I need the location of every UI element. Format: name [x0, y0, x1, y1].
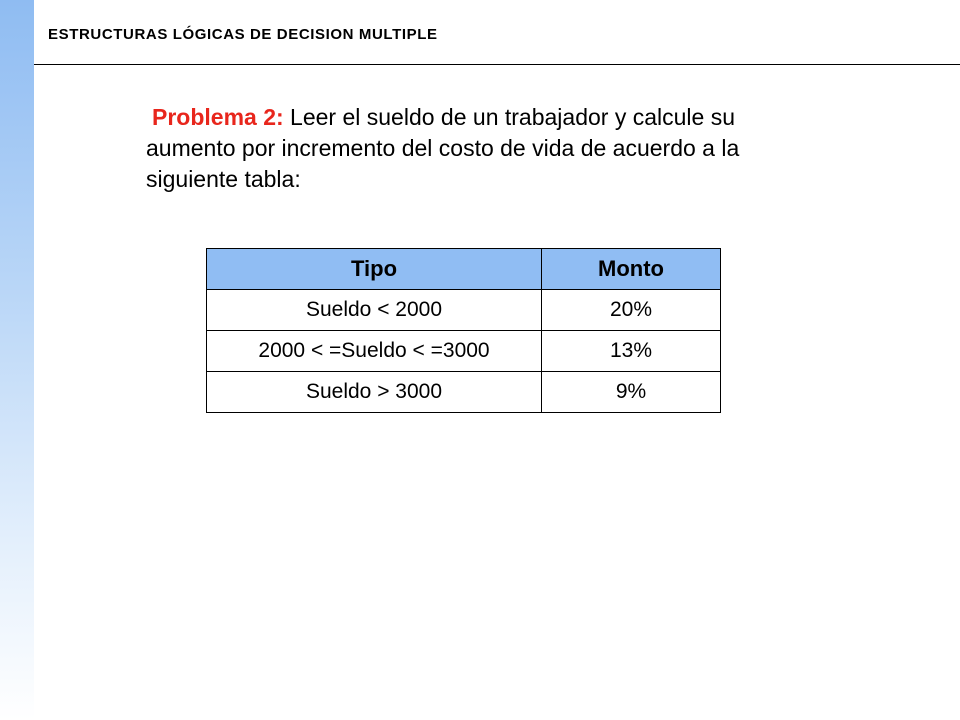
side-accent-bar — [0, 0, 34, 720]
problem-text: Leer el sueldo de un trabajador y calcule su aumento por incremento del costo de vida de acuerdo a la siguiente tabla: — [146, 104, 740, 192]
title-divider — [34, 64, 960, 65]
table-header-row — [207, 249, 721, 290]
header-tipo: Tipo — [207, 249, 542, 290]
problem-statement — [146, 102, 826, 195]
cell-monto: 13% — [542, 331, 721, 372]
table-row — [207, 331, 721, 372]
cell-tipo: 2000 < =Sueldo < =3000 — [207, 331, 542, 372]
rate-table — [206, 248, 721, 413]
cell-tipo: Sueldo > 3000 — [207, 372, 542, 413]
header-monto: Monto — [542, 249, 721, 290]
problem-label: Problema 2: — [152, 104, 284, 130]
table-row — [207, 372, 721, 413]
slide-title: ESTRUCTURAS LÓGICAS DE DECISION MULTIPLE — [48, 26, 438, 43]
cell-monto: 20% — [542, 290, 721, 331]
cell-tipo: Sueldo < 2000 — [207, 290, 542, 331]
cell-monto: 9% — [542, 372, 721, 413]
table-row — [207, 290, 721, 331]
